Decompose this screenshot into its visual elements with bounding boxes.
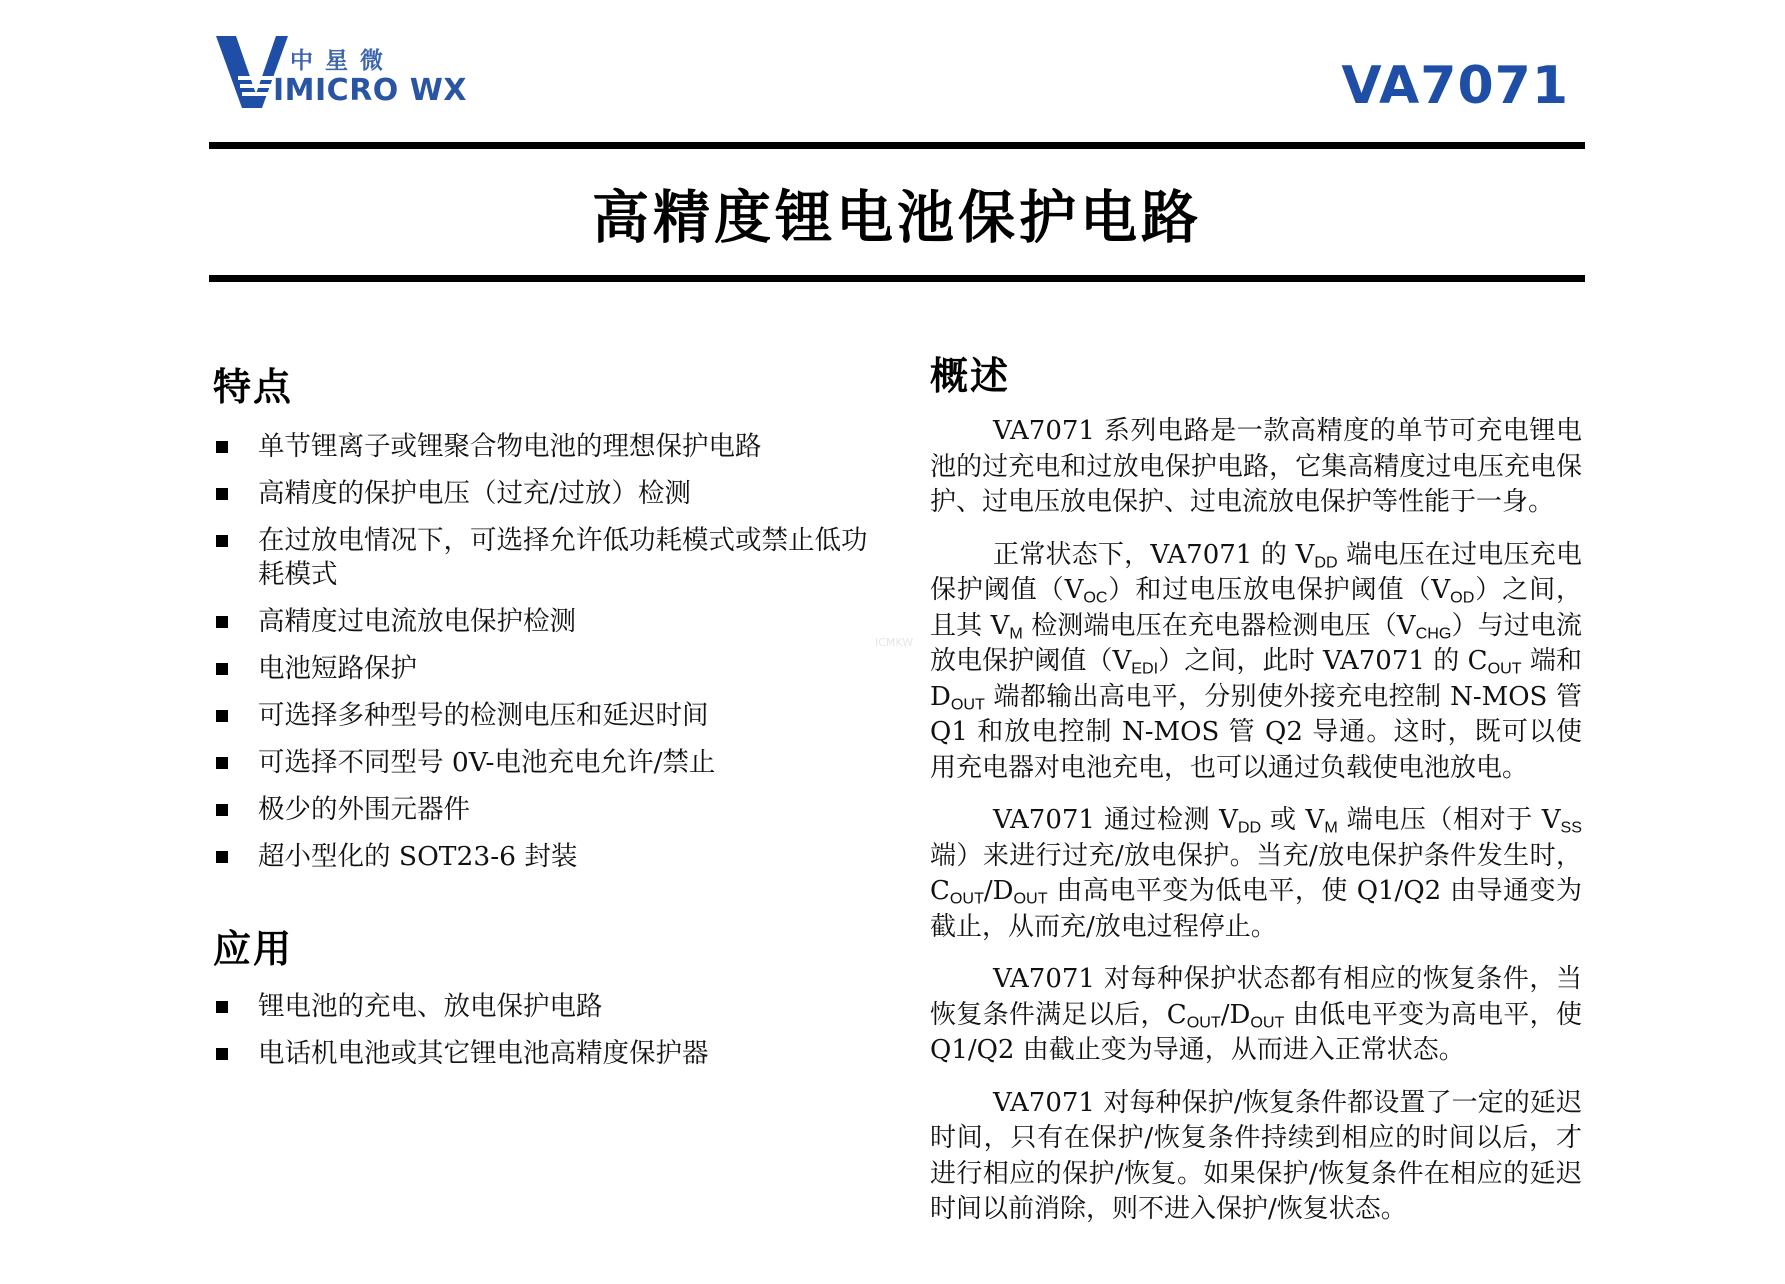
subscript: OUT	[1013, 889, 1048, 908]
part-number: VA7071	[1341, 56, 1569, 116]
logo-english-name: IMICRO WX	[273, 73, 467, 108]
list-item	[213, 524, 873, 592]
features-list	[213, 430, 873, 887]
bullet-square-icon	[216, 804, 228, 816]
list-item-text: 在过放电情况下，可选择允许低功耗模式或禁止低功耗模式	[258, 525, 868, 590]
subscript: SS	[1560, 818, 1582, 837]
applications-list	[213, 990, 873, 1084]
text-run: ）与过电流放电保护阈值（V	[930, 610, 1582, 676]
overview-paragraph-2	[930, 538, 1582, 787]
list-item-text: 可选择不同型号 0V-电池充电允许/禁止	[258, 747, 716, 778]
overview-heading: 概述	[930, 354, 1011, 398]
text-run: 端电压（相对于 V	[1337, 805, 1561, 835]
company-logo	[216, 36, 467, 110]
document-title: 高精度锂电池保护电路	[592, 184, 1202, 251]
text-run: ）和过电压放电保护阈值（V	[1107, 575, 1451, 605]
subscript: M	[1324, 818, 1338, 837]
list-item-text: 电池短路保护	[258, 653, 417, 684]
list-item	[213, 477, 873, 511]
list-item	[213, 652, 873, 686]
overview-body	[930, 414, 1582, 1245]
bullet-square-icon	[216, 616, 228, 628]
text-run: 端和 D	[930, 646, 1583, 712]
text-run: ）之间，且其 V	[930, 575, 1582, 641]
header-rule-top	[209, 142, 1585, 149]
subscript: OUT	[949, 889, 984, 908]
text-run: 正常状态下，VA7071 的 V	[993, 539, 1315, 570]
list-item	[213, 840, 873, 874]
text-run: VA7071 通过检测 V	[993, 805, 1238, 835]
list-item	[213, 793, 873, 827]
text-run: 由低电平变为高电平，使 Q1/Q2 由截止变为导通，从而进入正常状态。	[930, 999, 1582, 1065]
list-item-text: 可选择多种型号的检测电压和延迟时间	[258, 700, 709, 731]
watermark-text: ICMKW	[875, 636, 914, 649]
text-run: 由高电平变为低电平，使 Q1/Q2 由导通变为截止，从而充/放电过程停止。	[930, 876, 1582, 942]
bullet-square-icon	[216, 1001, 228, 1013]
subscript: CHG	[1415, 624, 1452, 642]
subscript: OUT	[950, 695, 985, 713]
bullet-square-icon	[216, 1048, 228, 1060]
list-item-text: 超小型化的 SOT23-6 封装	[258, 841, 578, 872]
bullet-square-icon	[216, 710, 228, 722]
bullet-square-icon	[216, 535, 228, 547]
text-run: ）之间，此时 VA7071 的 C	[1158, 646, 1488, 676]
subscript: M	[1009, 624, 1023, 642]
overview-paragraph-1: VA7071 系列电路是一款高精度的单节可充电锂电池的过充电和过放电保护电路，它集高精度过电压充电保护、过电压放电保护、过电流放电保护等性能于一身。	[930, 416, 1582, 517]
features-heading: 特点	[213, 365, 294, 409]
list-item-text: 高精度的保护电压（过充/过放）检测	[258, 478, 691, 509]
bullet-square-icon	[216, 663, 228, 675]
list-item-text: 锂电池的充电、放电保护电路	[258, 991, 603, 1022]
text-run: VA7071 对每种保护状态都有相应的恢复条件，当恢复条件满足以后，C	[930, 964, 1582, 1030]
applications-heading: 应用	[213, 927, 294, 971]
bullet-square-icon	[216, 851, 228, 863]
text-run: 端）来进行过充/放电保护。当充/放电保护条件发生时，C	[930, 840, 1582, 906]
header-rule-bottom	[209, 275, 1585, 282]
subscript: EDI	[1131, 659, 1159, 678]
bullet-square-icon	[216, 441, 228, 453]
overview-paragraph-5: VA7071 对每种保护/恢复条件都设置了一定的延迟时间，只有在保护/恢复条件持续到相应的时间以后，才进行相应的保护/恢复。如果保护/恢复条件在相应的延迟时间以前消除，则不进入保护/恢复状态。	[930, 1087, 1582, 1224]
text-run: /D	[1220, 999, 1251, 1030]
text-run: /D	[983, 876, 1014, 906]
overview-paragraph-4	[930, 962, 1582, 1069]
list-item	[213, 699, 873, 733]
subscript: OC	[1083, 588, 1108, 607]
list-item	[213, 605, 873, 639]
subscript: OD	[1450, 588, 1475, 607]
list-item	[213, 430, 873, 464]
subscript: OUT	[1186, 1013, 1221, 1031]
text-run: 或 V	[1261, 805, 1325, 835]
text-run: 端电压在过电压充电保护阈值（V	[930, 539, 1582, 605]
list-item-text: 单节锂离子或锂聚合物电池的理想保护电路	[258, 431, 762, 462]
logo-chinese-name: 中星微	[290, 48, 395, 74]
text-run: 检测端电压在充电器检测电压（V	[1022, 610, 1416, 641]
text-run: 端都输出高电平，分别使外接充电控制 N-MOS 管 Q1 和放电控制 N-MOS 管 Q2 导通。这时，既可以使用充电器对电池充电，也可以通过负载使电池放电。	[930, 681, 1582, 783]
list-item-text: 电话机电池或其它锂电池高精度保护器	[258, 1038, 709, 1069]
bullet-square-icon	[216, 757, 228, 769]
bullet-square-icon	[216, 488, 228, 500]
subscript: DD	[1314, 553, 1338, 571]
list-item	[213, 1037, 873, 1071]
subscript: DD	[1237, 818, 1262, 837]
list-item	[213, 746, 873, 780]
list-item	[213, 990, 873, 1024]
overview-paragraph-3	[930, 803, 1582, 945]
subscript: OUT	[1487, 659, 1522, 678]
list-item-text: 高精度过电流放电保护检测	[258, 606, 576, 637]
subscript: OUT	[1250, 1013, 1285, 1031]
list-item-text: 极少的外围元器件	[258, 794, 470, 825]
